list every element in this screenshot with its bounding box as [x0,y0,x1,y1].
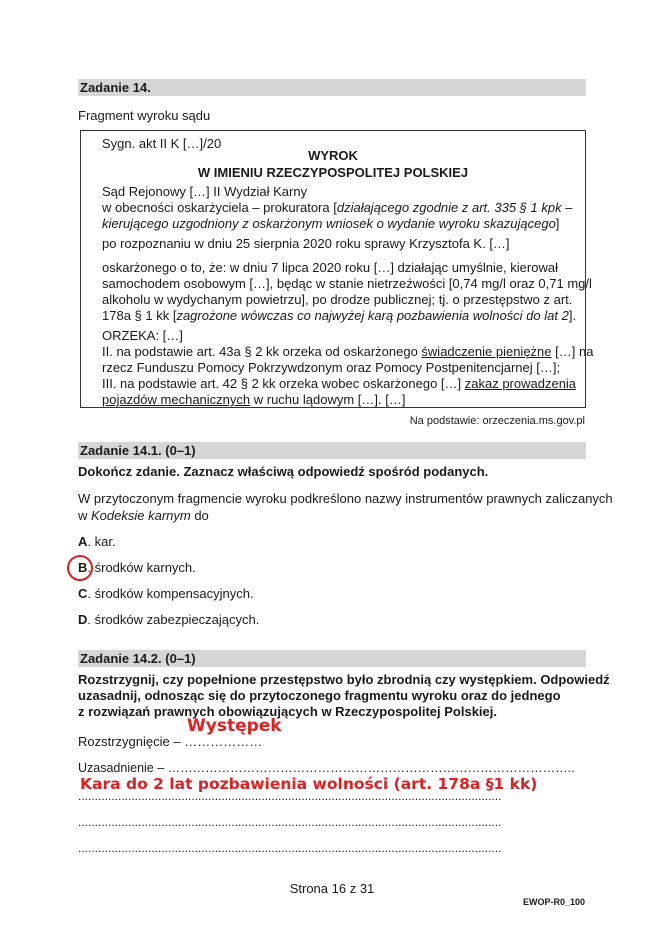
answer-dotted-line-3[interactable]: ............................................................................................................................... [78,841,502,855]
court-name: Sąd Rejonowy […] II Wydział Karny [102,184,308,199]
judgment-line-13: III. na podstawie art. 42 § 2 kk orzeka wobec oskarżonego […] zakaz prowadzenia [102,376,577,391]
answer-circle-mark [67,555,93,581]
judgment-line-3: w obecności oskarżyciela – prokuratora [działającego zgodnie z art. 335 § 1 kpk – [102,200,573,215]
source-note: Na podstawie: orzeczenia.ms.gov.pl [409,415,585,427]
answer-dotted-line-2[interactable]: ............................................................................................................................... [78,815,502,829]
task-14-1-question-line-1: W przytoczonym fragmencie wyroku podkreślono nazwy instrumentów prawnych zaliczanych [78,491,613,506]
task-14-intro: Fragment wyroku sądu [78,108,211,123]
judgment-subheading: W IMIENIU RZECZYPOSPOLITEJ POLSKIEJ [197,165,469,180]
option-c[interactable]: C. środków kompensacyjnych. [78,586,254,601]
judgment-line-7: samochodem osobowym […], będąc w stanie nietrzeźwości [0,74 mg/l oraz 0,71 mg/l [102,276,592,291]
justification-field[interactable]: Uzasadnienie – …………………………………………………………………………………….. [78,761,575,775]
judgment-line-8: alkoholu w wydychanym powietrzu], po drodze publicznej; tj. o przestępstwo z art. [102,292,573,307]
option-d[interactable]: D. środków zabezpieczających. [78,612,260,627]
page-number: Strona 16 z 31 [289,881,375,896]
justification-handwritten-answer: Kara do 2 lat pozbawienia wolności (art. 178a §1 kk) [80,775,538,793]
judgment-line-12: rzecz Funduszu Pomocy Pokrzywdzonym oraz Pomocy Postpenitencjarnej […]; [102,360,561,375]
task-14-2-instruction-line-1: Rozstrzygnij, czy popełnione przestępstwo było zbrodnią czy występkiem. Odpowiedź [78,672,610,687]
task-14-2-header: Zadanie 14.2. (0–1) [78,650,586,667]
judgment-line-10: ORZEKA: […] [102,328,183,343]
task-14-1-header: Zadanie 14.1. (0–1) [78,442,586,459]
judgment-line-11: II. na podstawie art. 43a § 2 kk orzeka od oskarżonego świadczenie pieniężne […] na [102,344,594,359]
judgment-line-6: oskarżonego o to, że: w dniu 7 lipca 2020 roku […] działając umyślnie, kierował [102,260,558,275]
option-b[interactable]: B. środków karnych. [78,560,196,575]
decision-handwritten-answer: Występek [187,716,282,736]
judgment-line-9: 178a § 1 kk [zagrożone wówczas co najwyżej karą pozbawienia wolności do lat 2]. [102,308,577,323]
judgment-line-14: pojazdów mechanicznych w ruchu lądowym […]. […] [102,392,406,407]
judgment-line-5: po rozpoznaniu w dniu 25 sierpnia 2020 roku sprawy Krzysztofa K. […] [102,236,510,251]
task-14-1-question-line-2: w Kodeksie karnym do [78,508,209,523]
answer-dotted-line-1[interactable]: ............................................................................................................................... [78,789,502,803]
decision-field[interactable]: Rozstrzygnięcie – ……………… [78,734,263,749]
task-14-header: Zadanie 14. [78,79,586,96]
document-code: EWOP-R0_100 [522,897,585,907]
judgment-heading: WYROK [308,148,358,163]
task-14-1-instruction: Dokończ zdanie. Zaznacz właściwą odpowiedź spośród podanych. [78,464,489,479]
option-a[interactable]: A. kar. [78,534,116,549]
case-number: Sygn. akt II K […]/20 [102,136,222,151]
judgment-line-4: kierującego uzgodniony z oskarżonym wniosek o wydanie wyroku skazującego] [102,216,560,231]
task-14-2-instruction-line-3: z rozwiązań prawnych obowiązujących w Rzeczypospolitej Polskiej. [78,704,497,719]
task-14-2-instruction-line-2: uzasadnij, odnosząc się do przytoczonego fragmentu wyroku oraz do jednego [78,688,561,703]
